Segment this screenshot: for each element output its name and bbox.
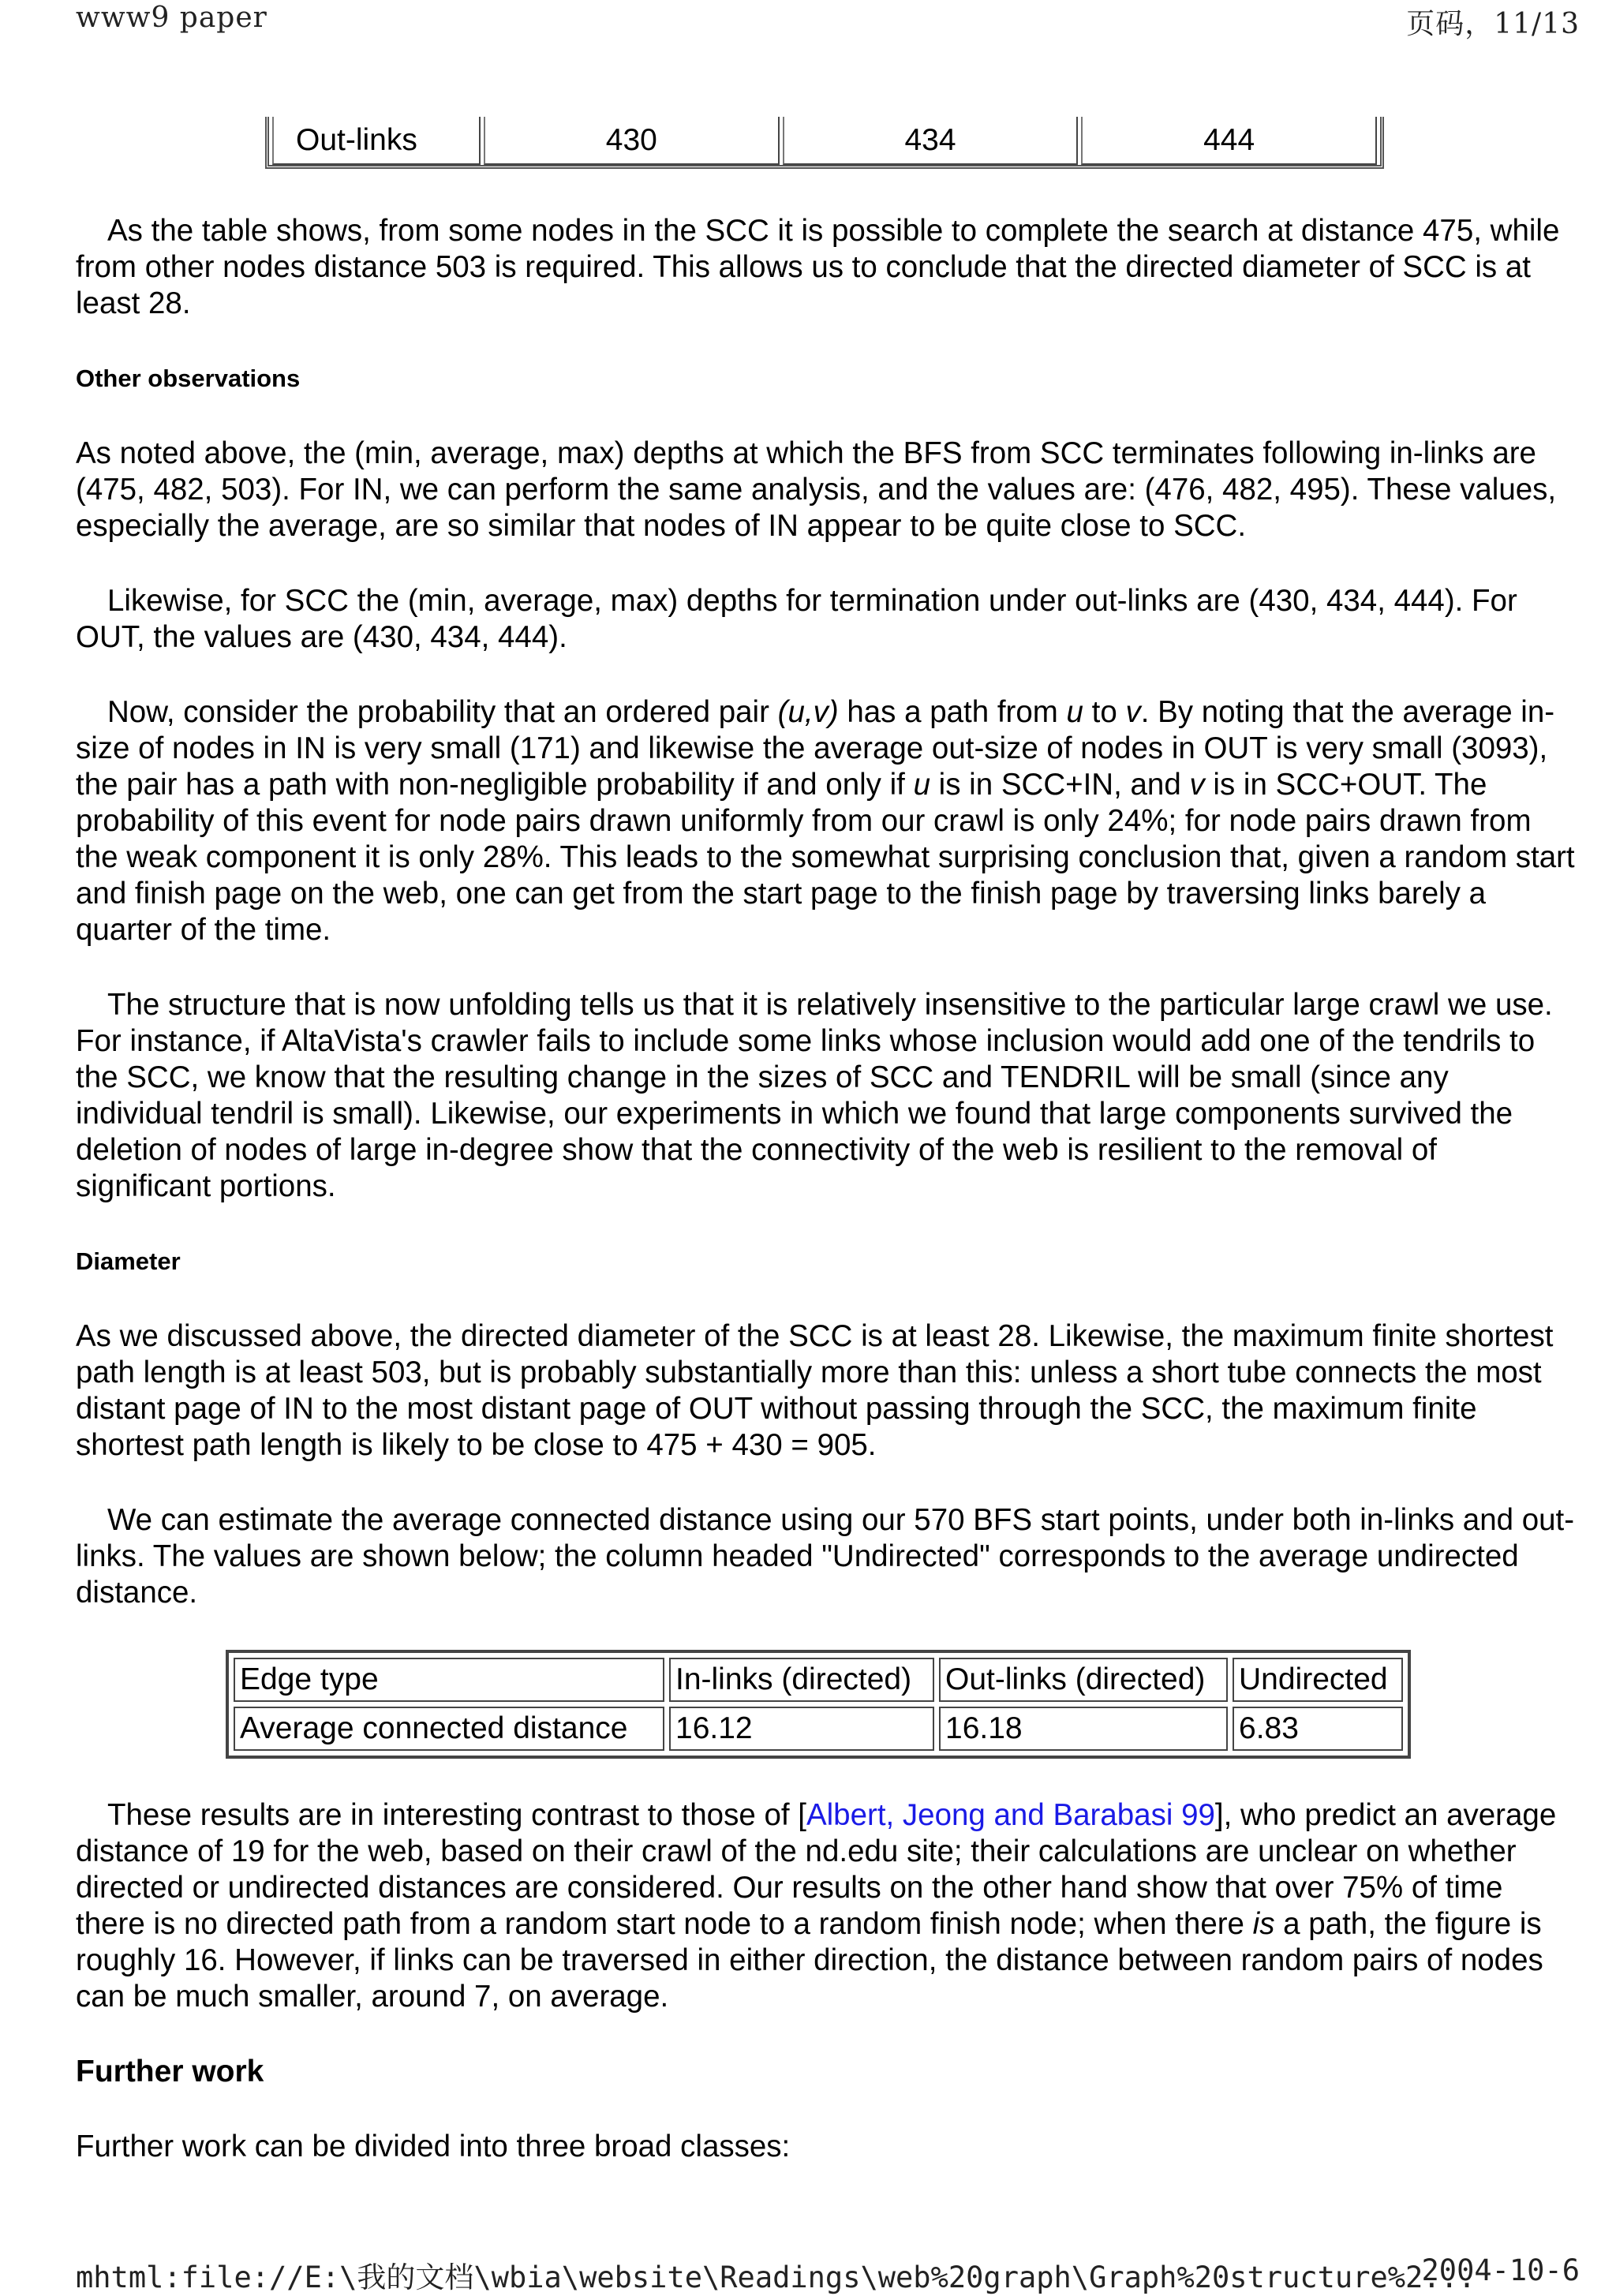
table-cell-label: Out-links <box>272 117 481 165</box>
table-cell: 444 <box>1081 117 1377 165</box>
table-header-cell: In-links (directed) <box>669 1658 934 1702</box>
paragraph: As the table shows, from some nodes in the SCC it is possible to complete the search at distance 475, while from other nodes distance 503 is required. This allows us to conclude that the directed diameter of SCC is at least 28. <box>76 214 1560 320</box>
table-cell: 16.18 <box>939 1707 1228 1751</box>
footer-date: 2004-10-6 <box>1421 2253 1580 2287</box>
table-cell: 430 <box>484 117 780 165</box>
paragraph: Now, consider the probability that an ordered pair (u,v) has a path from u to v. By noting that the average in-size of nodes in IN is very small (171) and likewise the average out-size of nodes in OUT is very small (3093), the pair has a path with non-negligible probability if and only if u is in SCC+IN, and v is in SCC+OUT. The probability of this event for node pairs drawn uniformly from our crawl is only 24%; for node pairs drawn from the weak component it is only 28%. This leads to the somewhat surprising conclusion that, given a random start and finish page on the web, one can get from the start page to the finish page by traversing links barely a quarter of the time. <box>76 695 1575 947</box>
paragraph: As noted above, the (min, average, max) depths at which the BFS from SCC terminates following in-links are (475, 482, 503). For IN, we can perform the same analysis, and the values are: (476, 482, 495). These values, especially the average, are so similar that nodes of IN appear to be quite close to SCC. <box>76 436 1557 543</box>
article-body <box>76 110 1579 2204</box>
table-header-cell: Edge type <box>234 1658 664 1702</box>
header-title: www9 paper <box>76 2 267 34</box>
table-header-cell: Undirected <box>1233 1658 1403 1702</box>
paragraph: The structure that is now unfolding tells us that it is relatively insensitive to the particular large crawl we use. For instance, if AltaVista's crawler fails to include some links whose inclusion would add one of the tendrils to the SCC, we know that the resulting change in the sizes of SCC and TENDRIL will be small (since any individual tendril is small). Likewise, our experiments in which we found that large components survived the deletion of nodes of large in-degree show that the connectivity of the web is resilient to the removal of significant portions. <box>76 988 1553 1203</box>
paragraph: Further work can be divided into three broad classes: <box>76 2130 791 2163</box>
table-cell: 16.12 <box>669 1707 934 1751</box>
table-cell: Average connected distance <box>234 1707 664 1751</box>
table-header-cell: Out-links (directed) <box>939 1658 1228 1702</box>
paragraph: Likewise, for SCC the (min, average, max) depths for termination under out-links are (430, 434, 444). For OUT, the values are (430, 434, 444). <box>76 584 1517 654</box>
table-cell: 434 <box>783 117 1079 165</box>
subsection-heading-diameter: Diameter <box>76 1247 181 1275</box>
average-distance-table <box>226 1650 1411 1759</box>
table-cell: 6.83 <box>1233 1707 1403 1751</box>
footer-url: mhtml:file://E:\我的文档\wbia\website\Readings\web%20graph\Graph%20structure%2... <box>76 2260 1476 2294</box>
citation-link[interactable]: Albert, Jeong and Barabasi 99 <box>806 1798 1215 1832</box>
table-header-row <box>234 1658 1403 1702</box>
table-row <box>234 1707 1403 1751</box>
subsection-heading-other-observations: Other observations <box>76 365 301 392</box>
header-page-number: 页码，11/13 <box>1406 8 1580 40</box>
section-heading-further-work: Further work <box>76 2055 264 2088</box>
paragraph: As we discussed above, the directed diameter of the SCC is at least 28. Likewise, the maximum finite shortest path length is at least 503, but is probably substantially more than this: unless a short tube connects the most distant page of IN to the most distant page of OUT without passing through the SCC, the maximum finite shortest path length is likely to be close to 475 + 430 = 905. <box>76 1319 1554 1462</box>
paragraph: These results are in interesting contrast to those of [Albert, Jeong and Barabasi 99], who predict an average distance of 19 for the web, based on their crawl of the nd.edu site; their calculations are unclear on whether directed or undirected distances are considered. Our results on the other hand show that over 75% of time there is no directed path from a random start node to a random finish node; when there is a path, the figure is roughly 16. However, if links can be traversed in either direction, the distance between random pairs of nodes can be much smaller, around 7, on average. <box>76 1798 1557 2014</box>
paragraph: We can estimate the average connected distance using our 570 BFS start points, under both in-links and out-links. The values are shown below; the column headed "Undirected" corresponds to the average undirected distance. <box>76 1503 1575 1610</box>
